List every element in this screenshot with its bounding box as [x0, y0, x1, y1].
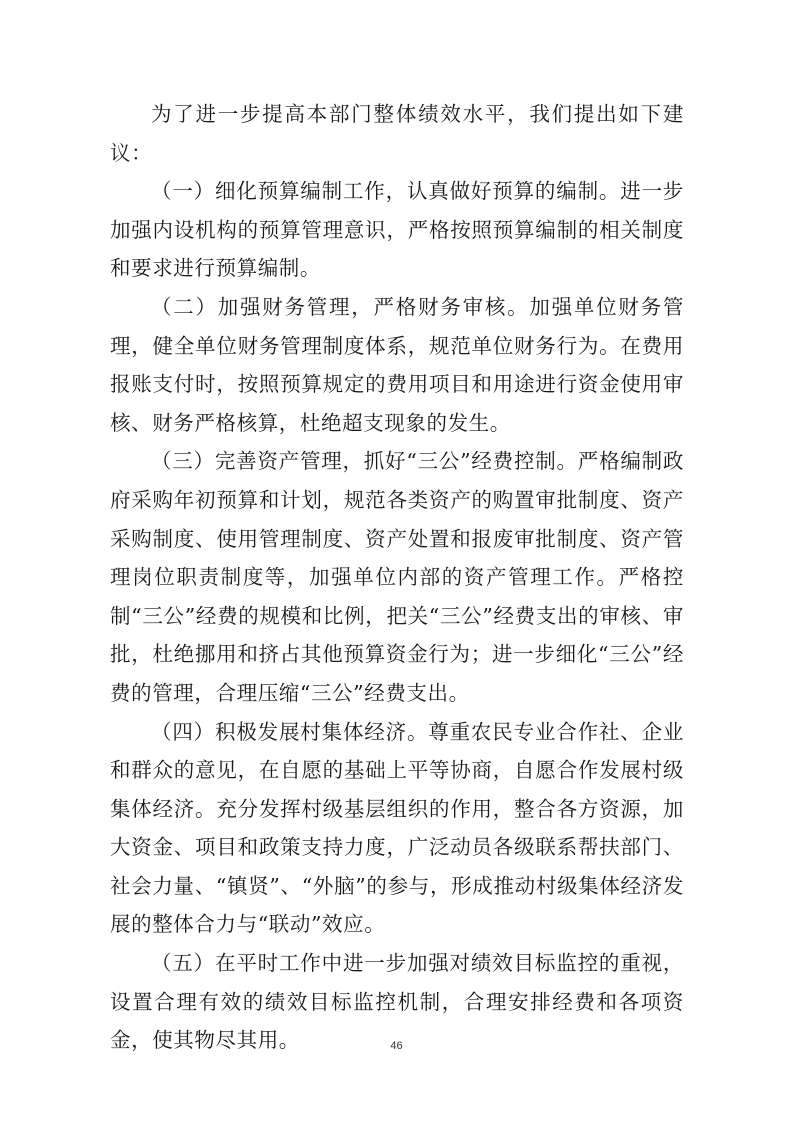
recommendation-4-paragraph: （四）积极发展村集体经济。尊重农民专业合作社、企业和群众的意见，在自愿的基础上平等协商，自愿合作发展村级集体经济。充分发挥村级基层组织的作用，整合各方资源，加大资金、项目和政策支持力度，广泛动员各级联系帮扶部门、社会力量、“镇贤”、“外脑”的参与，形成推动村级集体经济发展的整体合力与“联动”效应。	[110, 719, 684, 937]
intro-paragraph: 为了进一步提高本部门整体绩效水平，我们提出如下建议：	[110, 102, 684, 165]
document-body	[110, 95, 684, 1060]
page-number: 46	[390, 1040, 403, 1052]
recommendation-5-paragraph: （五）在平时工作中进一步加强对绩效目标监控的重视，设置合理有效的绩效目标监控机制，合理安排经费和各项资金，使其物尽其用。	[110, 951, 684, 1053]
recommendation-3-paragraph: （三）完善资产管理，抓好“三公”经费控制。严格编制政府采购年初预算和计划，规范各类资产的购置审批制度、资产采购制度、使用管理制度、资产处置和报废审批制度、资产管理岗位职责制度等，加强单位内部的资产管理工作。严格控制“三公”经费的规模和比例，把关“三公”经费支出的审核、审批，杜绝挪用和挤占其他预算资金行为；进一步细化“三公”经费的管理，合理压缩“三公”经费支出。	[110, 449, 684, 705]
recommendation-1-paragraph: （一）细化预算编制工作，认真做好预算的编制。进一步加强内设机构的预算管理意识，严格按照预算编制的相关制度和要求进行预算编制。	[110, 179, 684, 281]
recommendation-2-paragraph: （二）加强财务管理，严格财务审核。加强单位财务管理，健全单位财务管理制度体系，规范单位财务行为。在费用报账支付时，按照预算规定的费用项目和用途进行资金使用审核、财务严格核算，杜绝超支现象的发生。	[110, 294, 684, 435]
